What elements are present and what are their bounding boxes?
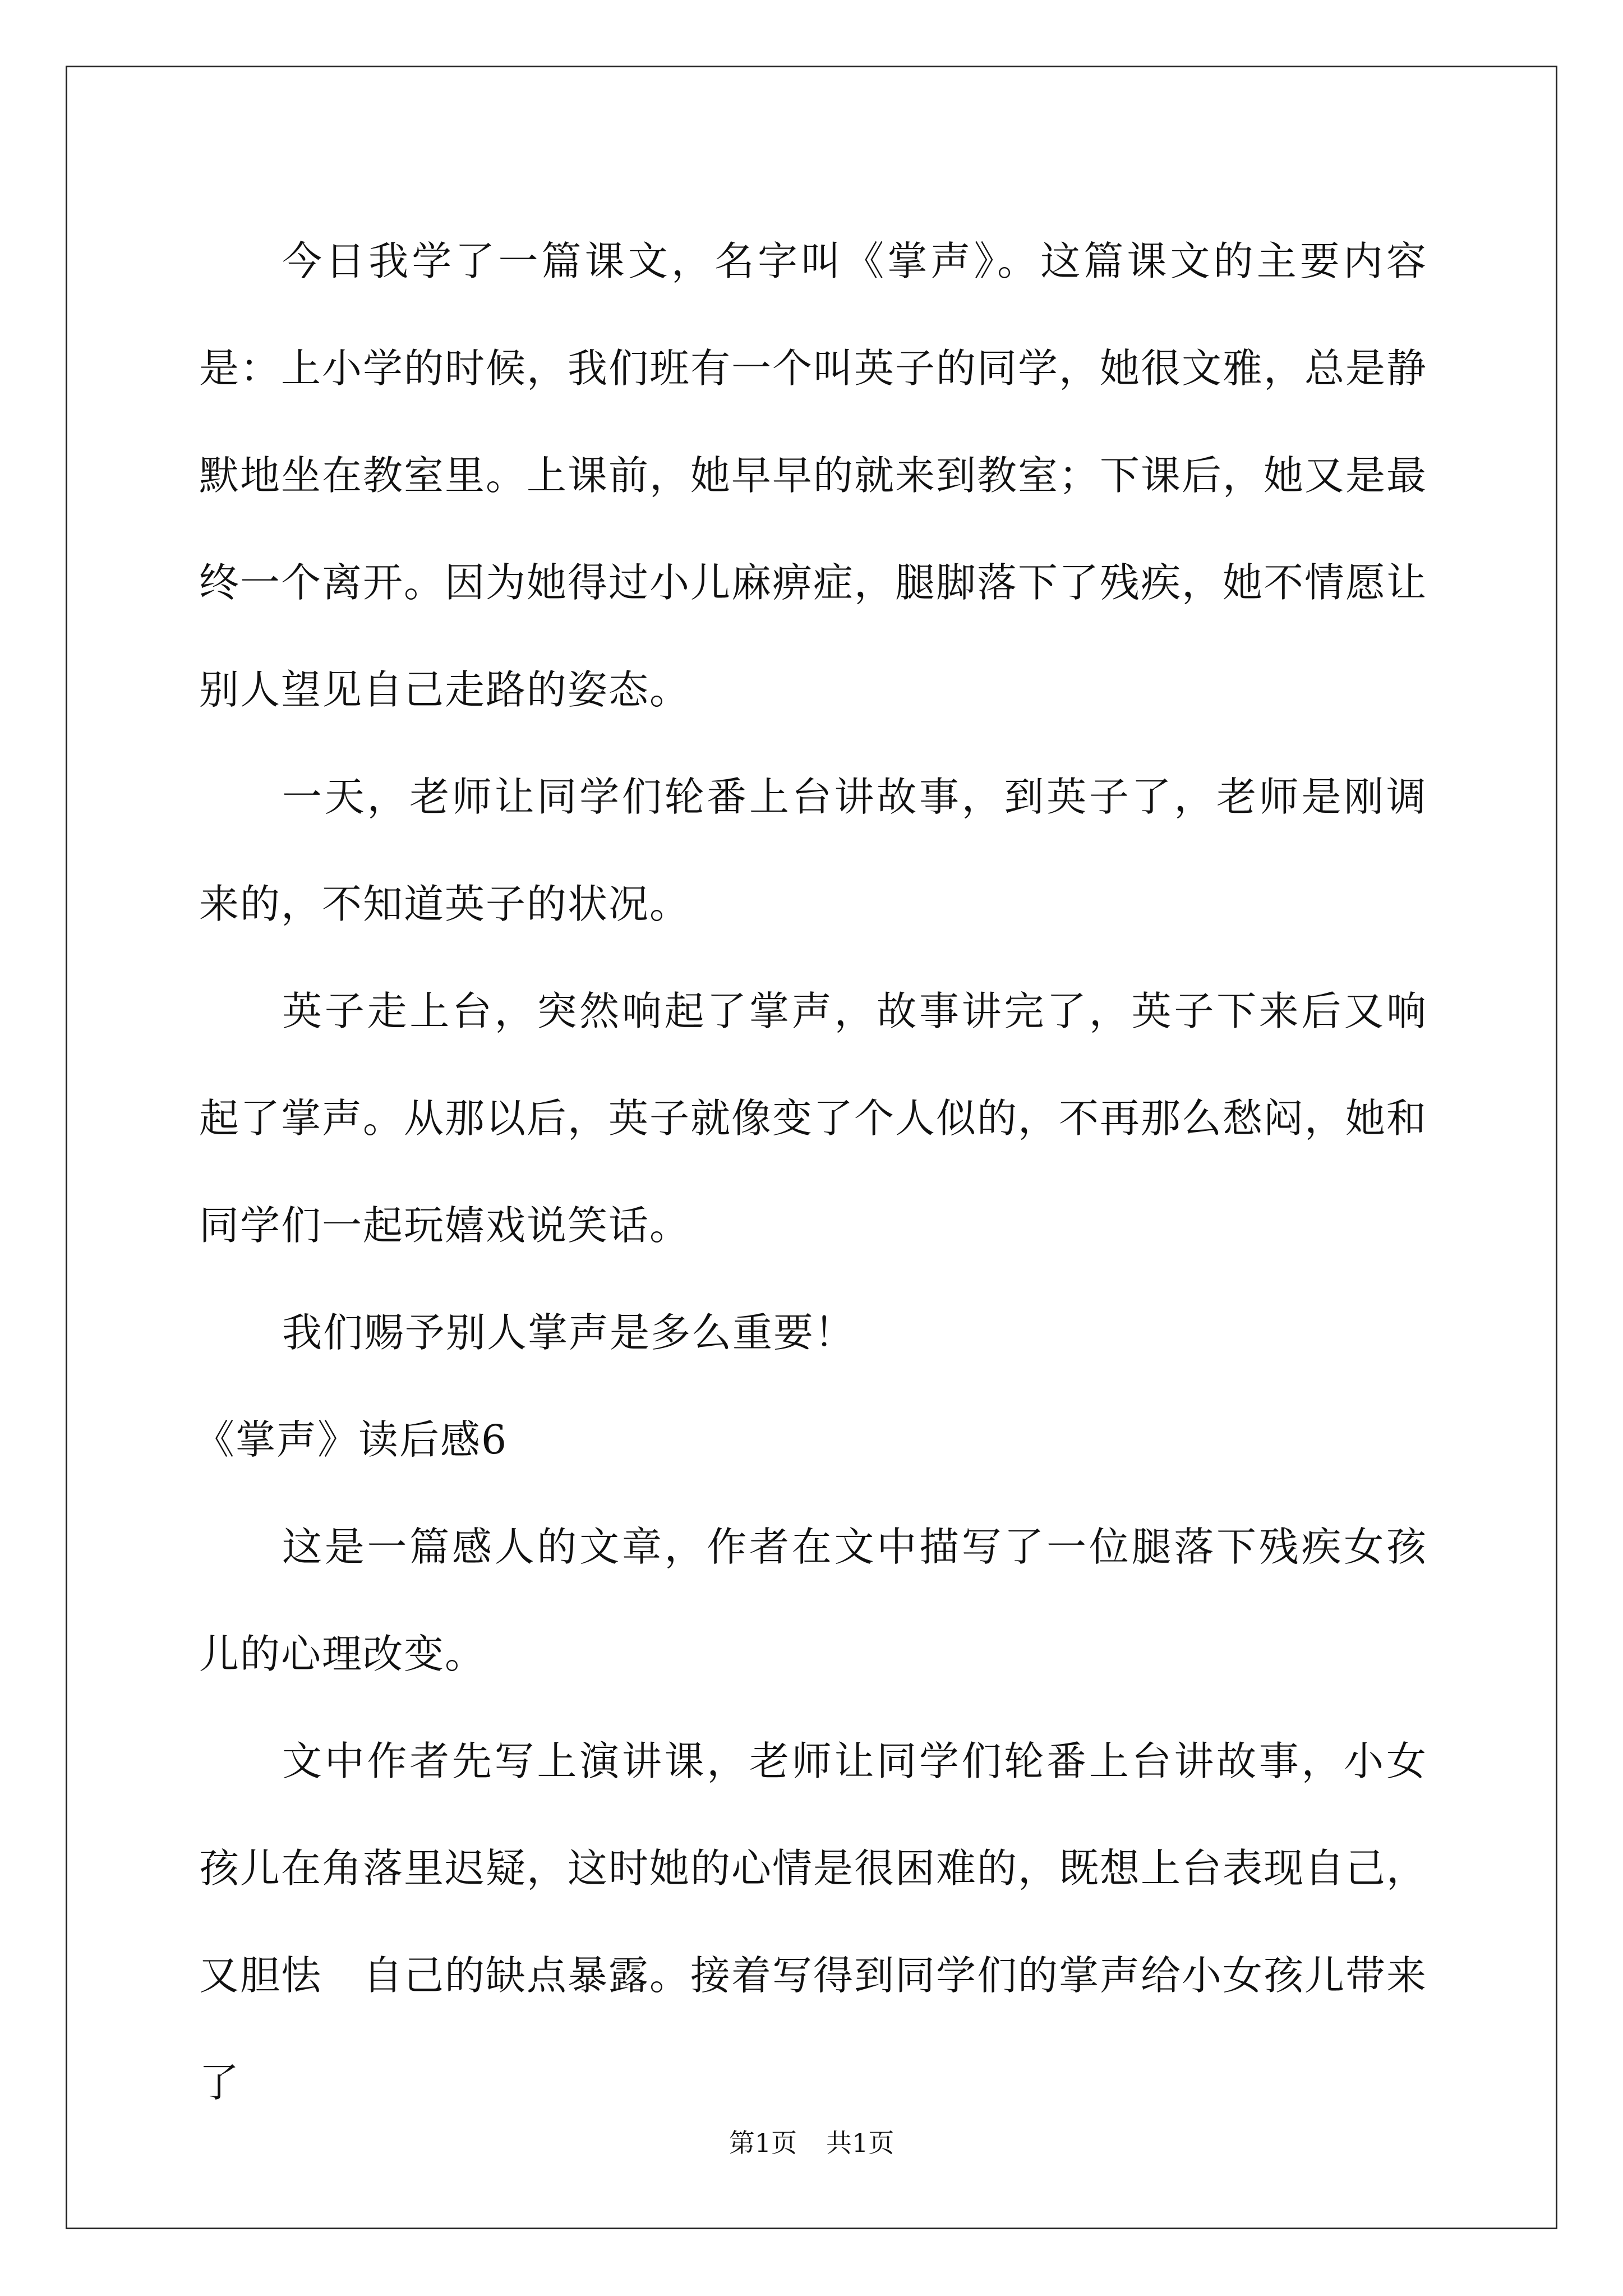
paragraph: 文中作者先写上演讲课，老师让同学们轮番上台讲故事，小女孩儿在角落里迟疑，这时她的心情是很困难的，既想上台表现自己，又胆怯 自己的缺点暴露。接着写得到同学们的掌声给小女孩儿带来了	[199, 1738, 1428, 2106]
paragraph: 今日我学了一篇课文，名字叫《掌声》。这篇课文的主要内容是：上小学的时候，我们班有一个叫英子的同学，她很文雅，总是静默地坐在教室里。上课前，她早早的就来到教室；下课后，她又是最终一个离开。因为她得过小儿麻痹症，腿脚落下了残疾，她不情愿让别人望见自己走路的姿态。	[199, 238, 1428, 713]
page-number: 第1页	[728, 2128, 797, 2158]
paragraph: 我们赐予别人掌声是多么重要！	[282, 1309, 856, 1356]
document-body	[195, 208, 1428, 2136]
page-total: 共1页	[826, 2128, 895, 2158]
paragraph: 一天，老师让同学们轮番上台讲故事，到英子了，老师是刚调来的，不知道英子的状况。	[199, 774, 1427, 927]
section-heading: 《掌声》读后感6	[195, 1416, 508, 1463]
page-footer	[0, 2123, 1623, 2160]
paragraph: 这是一篇感人的文章，作者在文中描写了一位腿落下残疾女孩儿的心理改变。	[199, 1524, 1427, 1677]
paragraph: 英子走上台，突然响起了掌声，故事讲完了，英子下来后又响起了掌声。从那以后，英子就像变了个人似的，不再那么愁闷，她和同学们一起玩嬉戏说笑话。	[199, 988, 1428, 1249]
